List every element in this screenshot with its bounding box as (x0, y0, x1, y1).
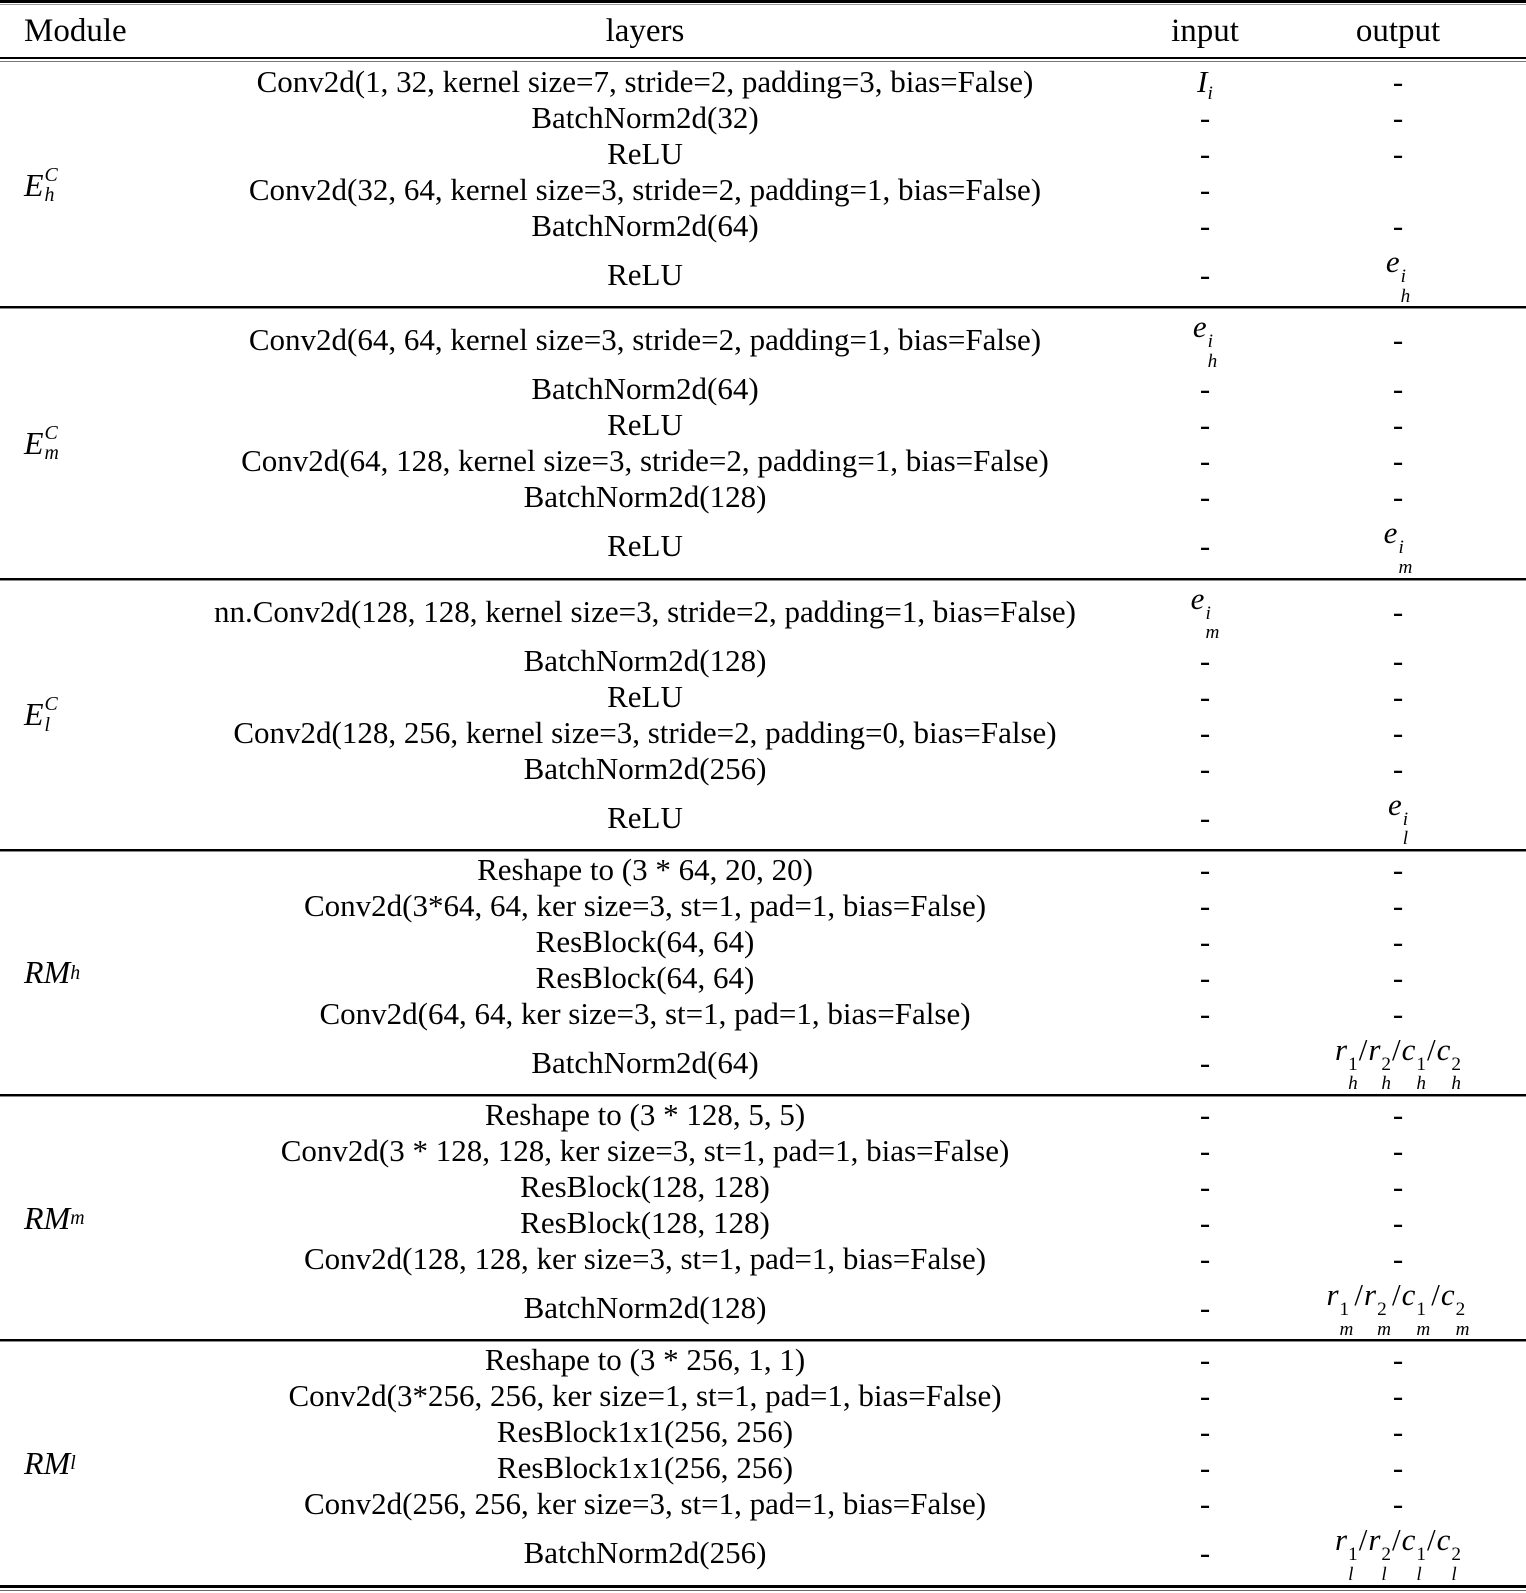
table-row (150, 1032, 1526, 1094)
table-row (150, 515, 1526, 577)
header-output: output (1355, 12, 1441, 49)
output-cell: - (1392, 923, 1404, 959)
output-cell: - (1392, 1450, 1404, 1486)
layer-cell: ReLU (607, 799, 683, 835)
layer-cell: Conv2d(64, 64, kernel size=3, stride=2, padding=1, bias=False) (248, 322, 1042, 358)
table-row (150, 1133, 1526, 1169)
table-row (150, 1097, 1526, 1133)
output-cell: e i m (1383, 515, 1413, 578)
input-cell: e i h (1192, 309, 1218, 372)
output-cell: r 1 l /r 2 l /c 1 l /c 2 l (1335, 1522, 1461, 1585)
input-cell: - (1199, 995, 1211, 1031)
layer-cell: Conv2d(32, 64, kernel size=3, stride=2, padding=1, bias=False) (248, 172, 1042, 207)
module-label: E C l (24, 693, 58, 736)
layer-cell: Reshape to (3 * 64, 20, 20) (477, 851, 813, 887)
input-cell: - (1199, 1097, 1211, 1133)
table-row (150, 479, 1526, 515)
output-cell: - (1392, 1097, 1404, 1133)
layer-cell: Conv2d(3 * 128, 128, ker size=3, st=1, pad=1, bias=False) (280, 1133, 1010, 1169)
table-row (150, 100, 1526, 136)
table-row (150, 643, 1526, 679)
input-cell: - (1199, 407, 1211, 443)
table-row (150, 924, 1526, 960)
module-label: E C h (24, 163, 58, 207)
output-cell: r 1 m /r 2 m /c 1 m /c 2 m (1326, 1277, 1470, 1340)
header-input: input (1171, 12, 1239, 49)
output-cell: - (1392, 1205, 1404, 1241)
layer-cell: BatchNorm2d(128) (523, 642, 767, 678)
module-group (0, 309, 1526, 577)
output-cell: - (1392, 1133, 1404, 1169)
layer-cell: ResBlock1x1(256, 256) (496, 1414, 794, 1450)
output-cell: - (1392, 100, 1404, 135)
input-cell: - (1199, 257, 1211, 293)
input-cell: - (1199, 1241, 1211, 1277)
input-cell: - (1199, 887, 1211, 923)
module-group (0, 1097, 1526, 1339)
output-cell: - (1392, 750, 1404, 786)
table-row (150, 1414, 1526, 1450)
table-row (150, 888, 1526, 924)
module-label: E C m (24, 422, 59, 465)
table-row (150, 208, 1526, 244)
layer-cell: ReLU (607, 528, 683, 564)
table-row (150, 751, 1526, 787)
table-row (150, 996, 1526, 1032)
table-row (150, 443, 1526, 479)
layer-cell: Reshape to (3 * 128, 5, 5) (484, 1097, 806, 1133)
input-cell: - (1199, 1378, 1211, 1414)
table-row (150, 852, 1526, 888)
layer-cell: Conv2d(128, 256, kernel size=3, stride=2, padding=0, bias=False) (233, 714, 1057, 750)
table-row (150, 136, 1526, 172)
layer-cell: BatchNorm2d(128) (523, 479, 767, 515)
layer-cell: ReLU (607, 407, 683, 443)
input-cell: - (1199, 851, 1211, 887)
input-cell: $I_i$ (1197, 64, 1213, 105)
input-cell: - (1199, 1169, 1211, 1205)
header-layers: layers (605, 12, 685, 49)
output-cell: - (1392, 407, 1404, 443)
module-group (0, 1342, 1526, 1584)
output-cell: - (1392, 1486, 1404, 1522)
table-row (150, 371, 1526, 407)
output-cell: - (1392, 1342, 1404, 1378)
input-cell: - (1199, 1450, 1211, 1486)
module-label: RM m (24, 1199, 85, 1236)
input-cell: - (1199, 172, 1211, 207)
table-row (150, 309, 1526, 371)
input-cell: - (1199, 479, 1211, 515)
table-row (150, 244, 1526, 306)
layer-cell: ResBlock1x1(256, 256) (496, 1450, 794, 1486)
table-row (150, 407, 1526, 443)
output-cell: r 1 h /r 2 h /c 1 h /c 2 h (1335, 1031, 1461, 1095)
table-row (150, 581, 1526, 643)
input-cell: - (1199, 1133, 1211, 1169)
table-row (150, 1450, 1526, 1486)
layer-cell: Conv2d(3*64, 64, ker size=3, st=1, pad=1, bias=False) (303, 887, 987, 923)
table-row (150, 1378, 1526, 1414)
layer-cell: BatchNorm2d(32) (531, 100, 759, 135)
input-cell: - (1199, 1414, 1211, 1450)
module-layer-rows (150, 64, 1526, 306)
output-cell: - (1392, 593, 1404, 629)
input-cell: - (1199, 528, 1211, 564)
input-cell: - (1199, 923, 1211, 959)
table-bottom-rule (0, 1584, 1526, 1593)
output-cell: - (1392, 1241, 1404, 1277)
output-cell: - (1392, 959, 1404, 995)
layer-cell: BatchNorm2d(64) (531, 371, 759, 407)
input-cell: - (1199, 1342, 1211, 1378)
output-cell: - (1392, 995, 1404, 1031)
layer-cell: ReLU (607, 136, 683, 171)
output-cell: e i l (1387, 786, 1409, 850)
table-row (150, 1241, 1526, 1277)
input-cell: - (1199, 100, 1211, 135)
input-cell: - (1199, 1205, 1211, 1241)
input-cell: - (1199, 208, 1211, 243)
layer-cell: ResBlock(128, 128) (520, 1169, 770, 1205)
input-cell: - (1199, 443, 1211, 479)
table-row (150, 172, 1526, 208)
header-separator-rule (0, 57, 1526, 64)
output-cell: e i h (1385, 244, 1411, 307)
output-cell: - (1392, 1414, 1404, 1450)
layer-cell: Conv2d(256, 256, ker size=3, st=1, pad=1, bias=False) (303, 1486, 987, 1522)
output-cell: - (1392, 642, 1404, 678)
output-cell: - (1392, 479, 1404, 515)
output-cell: - (1392, 678, 1404, 714)
table-row (150, 1205, 1526, 1241)
table-row (150, 787, 1526, 849)
header-module: Module (24, 12, 127, 49)
table-row (150, 1522, 1526, 1584)
input-cell: - (1199, 678, 1211, 714)
layer-cell: Reshape to (3 * 256, 1, 1) (484, 1342, 806, 1378)
layer-cell: Conv2d(1, 32, kernel size=7, stride=2, padding=3, bias=False) (256, 64, 1034, 99)
layer-cell: ResBlock(64, 64) (535, 959, 755, 995)
layer-cell: BatchNorm2d(128) (523, 1290, 767, 1326)
table-row (150, 64, 1526, 105)
table-body (0, 64, 1526, 1584)
module-group (0, 581, 1526, 849)
input-cell: e i m (1190, 580, 1220, 644)
module-layer-rows (150, 309, 1526, 577)
table-row (150, 1277, 1526, 1339)
layer-cell: nn.Conv2d(128, 128, kernel size=3, stride=2, padding=1, bias=False) (213, 593, 1077, 629)
layer-cell: Conv2d(3*256, 256, ker size=1, st=1, pad=1, bias=False) (288, 1378, 1002, 1414)
input-cell: - (1199, 1535, 1211, 1571)
layer-cell: BatchNorm2d(64) (531, 1044, 759, 1080)
input-cell: - (1199, 750, 1211, 786)
table-row (150, 1169, 1526, 1205)
layer-cell: ReLU (607, 678, 683, 714)
layer-cell: ResBlock(64, 64) (535, 923, 755, 959)
module-group (0, 852, 1526, 1094)
output-cell: - (1392, 714, 1404, 750)
module-layer-rows (150, 852, 1526, 1094)
table-row (150, 1486, 1526, 1522)
output-cell: - (1392, 64, 1404, 99)
layer-cell: Conv2d(128, 128, ker size=3, st=1, pad=1, bias=False) (303, 1241, 987, 1277)
output-cell: - (1392, 322, 1404, 358)
table-row (150, 1342, 1526, 1378)
layer-cell: BatchNorm2d(256) (523, 1535, 767, 1571)
module-layer-rows (150, 1097, 1526, 1339)
input-cell: - (1199, 714, 1211, 750)
module-label: RM h (24, 954, 81, 991)
table-row (150, 960, 1526, 996)
output-cell: - (1392, 371, 1404, 407)
input-cell: - (1199, 959, 1211, 995)
input-cell: - (1199, 799, 1211, 835)
output-cell: - (1392, 136, 1404, 171)
output-cell: - (1392, 1378, 1404, 1414)
output-cell: - (1392, 1169, 1404, 1205)
table-row (150, 679, 1526, 715)
input-cell: - (1199, 1486, 1211, 1522)
layer-cell: Conv2d(64, 64, ker size=3, st=1, pad=1, bias=False) (319, 995, 971, 1031)
module-label: RM l (24, 1444, 76, 1481)
output-cell: - (1392, 851, 1404, 887)
layer-cell: Conv2d(64, 128, kernel size=3, stride=2, padding=1, bias=False) (241, 443, 1049, 479)
module-layer-rows (150, 1342, 1526, 1584)
table-row (150, 715, 1526, 751)
table-header-row (0, 5, 1526, 57)
input-cell: - (1199, 371, 1211, 407)
layer-cell: BatchNorm2d(64) (531, 208, 759, 243)
output-cell: - (1392, 443, 1404, 479)
layer-cell: ResBlock(128, 128) (520, 1205, 770, 1241)
input-cell: - (1199, 642, 1211, 678)
layer-cell: BatchNorm2d(256) (523, 750, 767, 786)
input-cell: - (1199, 136, 1211, 171)
module-group (0, 64, 1526, 306)
output-cell: - (1392, 208, 1404, 243)
module-layer-rows (150, 581, 1526, 849)
input-cell: - (1199, 1044, 1211, 1080)
layer-cell: ReLU (607, 257, 683, 293)
input-cell: - (1199, 1290, 1211, 1326)
output-cell: - (1392, 887, 1404, 923)
